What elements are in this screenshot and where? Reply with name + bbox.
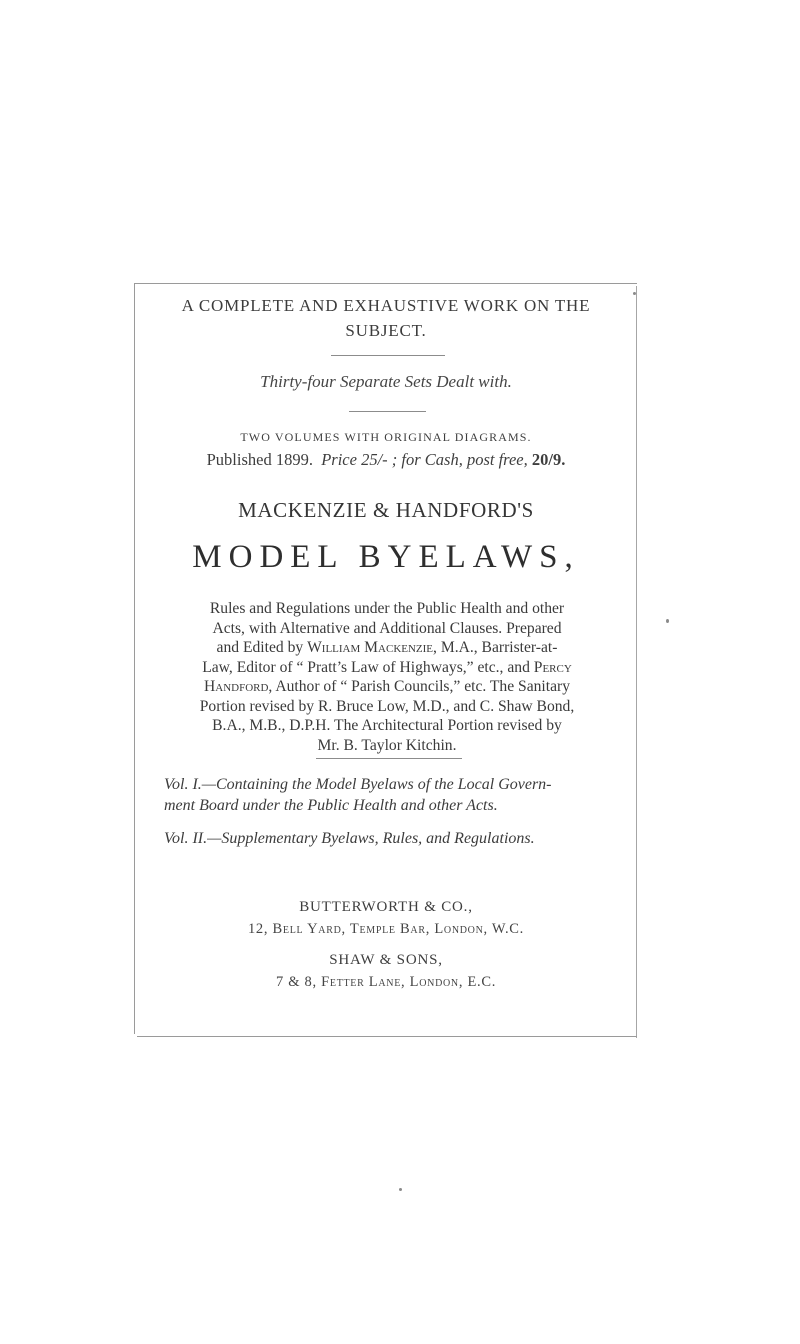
- description-line: Portion revised by R. Bruce Low, M.D., and C. Shaw Bond,: [199, 697, 575, 715]
- description-line: Law, Editor of “ Pratt’s Law of Highways,” etc., and Percy: [202, 658, 572, 676]
- volume-1-line: Vol. I.—Containing the Model Byelaws of the Local Govern-: [164, 776, 552, 793]
- authors-line: MACKENZIE & HANDFORD'S: [238, 498, 534, 522]
- ink-speck: [666, 619, 669, 623]
- publisher-1-name: BUTTERWORTH & CO.,: [299, 899, 473, 915]
- publisher-2-name: SHAW & SONS,: [329, 952, 443, 968]
- volumes-note: TWO VOLUMES WITH ORIGINAL DIAGRAMS.: [240, 430, 532, 444]
- heading-line-2: SUBJECT.: [345, 321, 427, 340]
- description-line: Mr. B. Taylor Kitchin.: [317, 736, 457, 754]
- published-date: Published 1899.: [206, 450, 313, 469]
- description-line: Acts, with Alternative and Additional Clauses. Prepared: [212, 619, 562, 637]
- ink-speck: [633, 292, 636, 295]
- divider-short: [331, 355, 445, 356]
- subtitle: Thirty-four Separate Sets Dealt with.: [260, 372, 512, 391]
- divider-medium: [316, 758, 462, 759]
- author-name: Percy: [533, 658, 572, 676]
- description-line: Handford, Author of “ Parish Councils,” etc. The Sanitary: [203, 678, 570, 695]
- cash-price: 20/9.: [531, 450, 566, 469]
- author-name: Handford: [203, 678, 269, 695]
- description: [164, 599, 610, 755]
- price-text: Price 25/- ; for Cash, post free,: [321, 450, 528, 469]
- author-name: William Mackenzie: [307, 639, 434, 656]
- volume-1-entry: [164, 774, 612, 816]
- ink-speck: [399, 1188, 402, 1191]
- volume-1-line: ment Board under the Public Health and other Acts.: [164, 797, 498, 814]
- book-title: MODEL BYELAWS,: [192, 539, 580, 575]
- divider-short: [349, 411, 426, 412]
- frame-bottom-edge: [137, 1036, 637, 1037]
- description-line: B.A., M.B., D.P.H. The Architectural Portion revised by: [212, 717, 562, 734]
- publication-line: [138, 450, 634, 470]
- frame-right-edge: [636, 286, 637, 1038]
- volume-2-entry: Vol. II.—Supplementary Byelaws, Rules, and Regulations.: [164, 830, 535, 847]
- description-line: and Edited by William Mackenzie, M.A., Barrister-at-: [216, 639, 558, 656]
- publisher-2-address: 7 & 8, Fetter Lane, London, E.C.: [275, 974, 497, 990]
- publisher-1-address: 12, Bell Yard, Temple Bar, London, W.C.: [247, 921, 524, 937]
- heading-line-1: A COMPLETE AND EXHAUSTIVE WORK ON THE: [181, 296, 591, 315]
- description-line: Rules and Regulations under the Public Health and other: [209, 600, 565, 617]
